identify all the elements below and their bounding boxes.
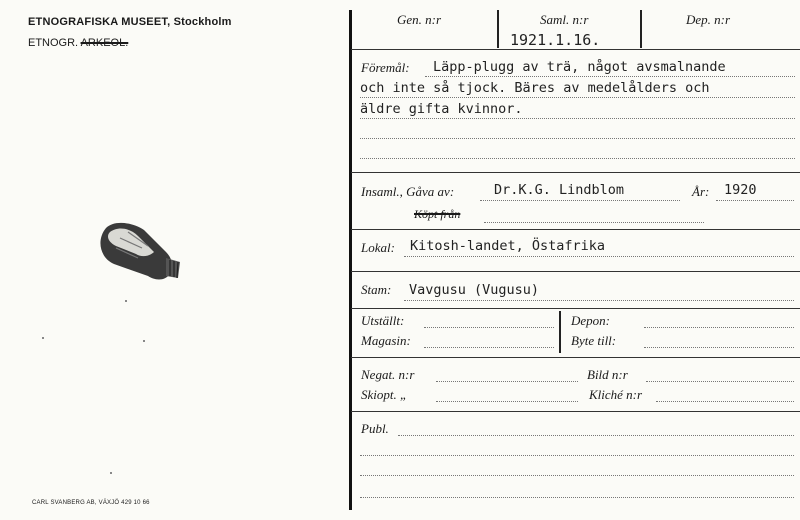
gen-label: Gen. n:r <box>397 12 442 27</box>
foremal-line-3: äldre gifta kvinnor. <box>360 101 523 117</box>
foremal-line-1: Läpp-plugg av trä, något avsmalnande <box>433 59 726 75</box>
gen-saml-divider <box>497 10 499 48</box>
stam-label: Stam: <box>361 282 392 297</box>
top-row-bottom-line <box>351 49 800 50</box>
insaml-label: Insaml., Gåva av: <box>361 184 455 199</box>
dep-label: Dep. n:r <box>686 12 731 27</box>
kopt-label: Köpt från <box>414 207 461 221</box>
depon-label: Depon: <box>571 313 610 328</box>
foremal-label: Föremål: <box>361 60 410 75</box>
byte-label: Byte till: <box>571 333 617 348</box>
ar-label: År: <box>692 184 710 199</box>
saml-value: 1921.1.16. <box>510 31 601 49</box>
magasin-label: Magasin: <box>361 333 411 348</box>
saml-dep-divider <box>640 10 642 48</box>
stam-value: Vavgusu (Vugusu) <box>409 282 540 298</box>
utstallt-depon-divider <box>559 311 561 353</box>
foremal-bottom-line <box>351 172 800 173</box>
kliche-label: Kliché n:r <box>589 387 643 402</box>
utstallt-bottom-line <box>351 357 800 358</box>
etnogr-struck: ARKEOL. <box>80 37 129 49</box>
lokal-label: Lokal: <box>361 240 395 255</box>
etnogr-line <box>28 37 128 49</box>
card-left-border <box>349 10 352 510</box>
utstallt-label: Utställt: <box>361 313 405 328</box>
museum-name: ETNOGRAFISKA MUSEET, Stockholm <box>28 16 232 28</box>
saml-label: Saml. n:r <box>540 12 589 27</box>
negat-bottom-line <box>351 411 800 412</box>
ar-value: 1920 <box>724 182 757 198</box>
lip-plug-illustration <box>92 218 187 288</box>
etnogr-prefix: ETNOGR. <box>28 37 79 49</box>
insaml-bottom-line <box>351 229 800 230</box>
publ-label: Publ. <box>361 421 389 436</box>
printer-line: CARL SVANBERG AB, VÄXJÖ 429 10 66 <box>32 500 150 506</box>
bild-label: Bild n:r <box>587 367 628 382</box>
lokal-value: Kitosh-landet, Östafrika <box>410 238 606 254</box>
foremal-line-2: och inte så tjock. Bäres av medelålders och <box>360 80 710 96</box>
negat-label: Negat. n:r <box>361 367 415 382</box>
insaml-value: Dr.K.G. Lindblom <box>494 182 625 198</box>
skiopt-label: Skiopt. „ <box>361 387 408 402</box>
lokal-bottom-line <box>351 271 800 272</box>
stam-bottom-line <box>351 308 800 309</box>
